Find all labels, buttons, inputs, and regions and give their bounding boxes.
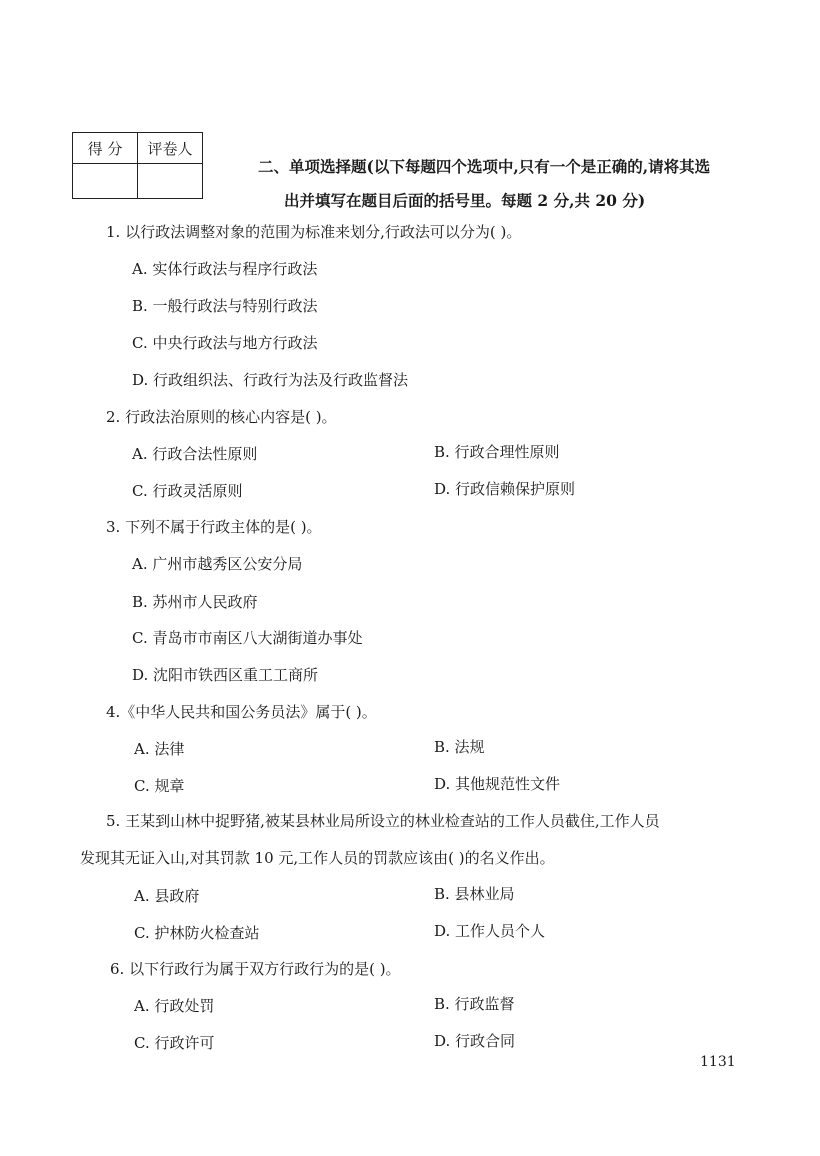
question-2-option-d: D. 行政信赖保护原则 [434, 480, 576, 498]
question-6-option-b: B. 行政监督 [434, 995, 515, 1013]
question-4-option-a: A. 法律 [134, 740, 185, 758]
question-3-stem: 3. 下列不属于行政主体的是( )。 [106, 518, 322, 536]
question-6-option-a: A. 行政处罚 [134, 997, 215, 1015]
question-6-option-d: D. 行政合同 [434, 1032, 516, 1050]
question-1-option-d: D. 行政组织法、行政行为法及行政监督法 [132, 371, 409, 389]
question-5-option-a: A. 县政府 [134, 887, 200, 905]
question-4-stem: 4.《中华人民共和国公务员法》属于( )。 [106, 703, 377, 721]
question-2-option-b: B. 行政合理性原则 [434, 443, 560, 461]
question-6-stem: 6. 以下行政行为属于双方行政行为的是( )。 [110, 960, 401, 978]
question-6-option-c: C. 行政许可 [134, 1034, 215, 1052]
question-2-option-a: A. 行政合法性原则 [132, 445, 258, 463]
grader-header: 评卷人 [138, 133, 203, 164]
grader-cell[interactable] [138, 164, 203, 199]
section-title-line1: 二、单项选择题(以下每题四个选项中,只有一个是正确的,请将其选 [258, 157, 711, 176]
question-3-option-b: B. 苏州市人民政府 [132, 593, 258, 611]
page-number: 1131 [700, 1054, 736, 1070]
question-1-option-a: A. 实体行政法与程序行政法 [132, 260, 318, 278]
question-2-option-c: C. 行政灵活原则 [132, 482, 243, 500]
question-1-option-c: C. 中央行政法与地方行政法 [132, 334, 318, 352]
section-title-line2: 出并填写在题目后面的括号里。每题 2 分,共 20 分) [284, 191, 646, 210]
section-title [258, 150, 758, 218]
score-cell[interactable] [73, 164, 138, 199]
score-header: 得 分 [73, 133, 138, 164]
question-1-stem: 1. 以行政法调整对象的范围为标准来划分,行政法可以分为( )。 [106, 223, 522, 241]
question-5-option-c: C. 护林防火检查站 [134, 924, 260, 942]
question-3-option-d: D. 沈阳市铁西区重工工商所 [132, 666, 319, 684]
question-2-stem: 2. 行政法治原则的核心内容是( )。 [106, 408, 337, 426]
question-3-option-c: C. 青岛市市南区八大湖街道办事处 [132, 629, 363, 647]
question-1-option-b: B. 一般行政法与特别行政法 [132, 297, 318, 315]
question-3-option-a: A. 广州市越秀区公安分局 [132, 555, 303, 573]
question-5-stem-continued: 发现其无证入山,对其罚款 10 元,工作人员的罚款应该由( )的名义作出。 [80, 849, 555, 867]
score-table [72, 132, 203, 199]
question-5-option-d: D. 工作人员个人 [434, 922, 546, 940]
question-5-option-b: B. 县林业局 [434, 885, 515, 903]
question-4-option-c: C. 规章 [134, 777, 185, 795]
question-4-option-b: B. 法规 [434, 738, 485, 756]
question-4-option-d: D. 其他规范性文件 [434, 775, 561, 793]
question-5-stem: 5. 王某到山林中捉野猪,被某县林业局所设立的林业检查站的工作人员截住,工作人员 [106, 812, 660, 830]
